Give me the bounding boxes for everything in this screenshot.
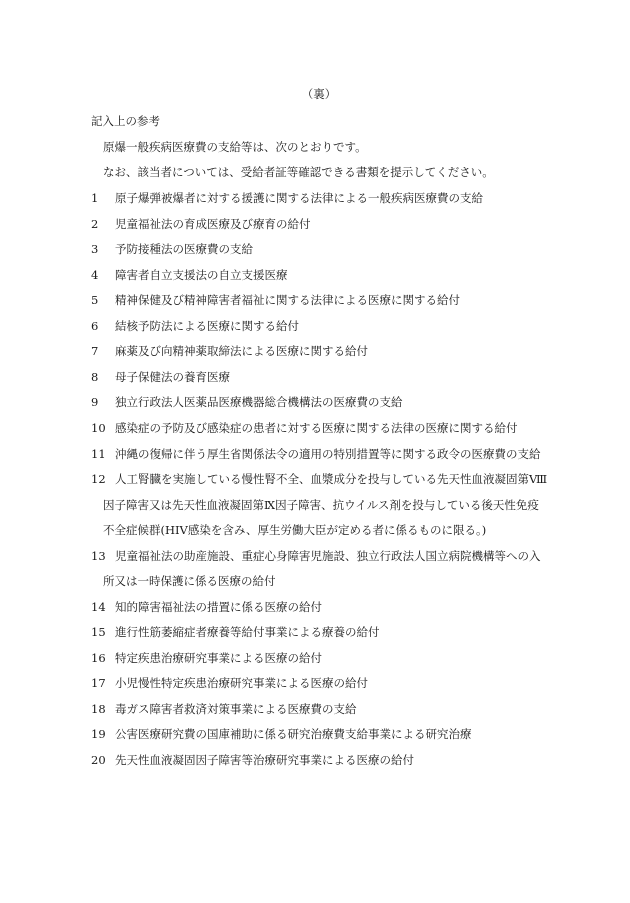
item-text: 児童福祉法の育成医療及び療育の給付 bbox=[115, 217, 311, 231]
list-item bbox=[91, 599, 322, 615]
list-item bbox=[91, 292, 460, 308]
item-number: 14 bbox=[91, 600, 106, 614]
item-text: 予防接種法の医療費の支給 bbox=[115, 242, 253, 256]
list-item bbox=[91, 394, 403, 410]
item-text: 人工腎臓を実施している慢性腎不全、血漿成分を投与している先天性血液凝固第Ⅷ bbox=[115, 472, 548, 486]
item-text-continued: 因子障害又は先天性血液凝固第Ⅸ因子障害、抗ウイルス剤を投与している後天性免疫 bbox=[103, 498, 539, 512]
item-number: 17 bbox=[91, 676, 106, 690]
item-text: 毒ガス障害者救済対策事業による医療費の支給 bbox=[115, 702, 357, 716]
intro-line-1: 原爆一般疾病医療費の支給等は、次のとおりです。 bbox=[103, 140, 367, 154]
item-number: 20 bbox=[91, 753, 106, 767]
list-item bbox=[91, 701, 357, 717]
item-text: 小児慢性特定疾患治療研究事業による医療の給付 bbox=[115, 676, 368, 690]
item-number: 6 bbox=[91, 319, 99, 333]
item-text: 結核予防法による医療に関する給付 bbox=[115, 319, 299, 333]
list-item bbox=[91, 241, 253, 257]
item-number: 7 bbox=[91, 344, 99, 358]
item-text: 精神保健及び精神障害者福祉に関する法律による医療に関する給付 bbox=[115, 293, 460, 307]
list-item bbox=[91, 471, 547, 487]
list-item bbox=[91, 369, 230, 385]
item-number: 2 bbox=[91, 217, 99, 231]
item-text: 沖縄の復帰に伴う厚生省関係法令の適用の特別措置等に関する政令の医療費の支給 bbox=[115, 447, 541, 461]
list-item bbox=[91, 216, 311, 232]
item-text: 特定疾患治療研究事業による医療の給付 bbox=[115, 651, 322, 665]
item-text: 児童福祉法の助産施設、重症心身障害児施設、独立行政法人国立病院機構等への入 bbox=[115, 549, 541, 563]
page-side-label: （裏） bbox=[301, 87, 337, 101]
item-text: 障害者自立支援法の自立支援医療 bbox=[115, 268, 288, 282]
item-text: 先天性血液凝固因子障害等治療研究事業による医療の給付 bbox=[115, 753, 414, 767]
item-number: 13 bbox=[91, 549, 106, 563]
list-item bbox=[91, 752, 414, 768]
item-text: 母子保健法の養育医療 bbox=[115, 370, 230, 384]
list-item bbox=[91, 650, 322, 666]
item-number: 3 bbox=[91, 242, 99, 256]
item-text: 麻薬及び向精神薬取締法による医療に関する給付 bbox=[115, 344, 368, 358]
item-number: 15 bbox=[91, 625, 106, 639]
list-item bbox=[91, 190, 483, 206]
item-text-continued: 不全症候群(HIV感染を含み、厚生労働大臣が定める者に係るものに限る。) bbox=[103, 523, 487, 537]
list-item bbox=[91, 343, 368, 359]
item-text: 公害医療研究費の国庫補助に係る研究治療費支給事業による研究治療 bbox=[115, 727, 472, 741]
list-item bbox=[91, 267, 288, 283]
item-text: 原子爆弾被爆者に対する援護に関する法律による一般疾病医療費の支給 bbox=[115, 191, 483, 205]
item-text-continued: 所又は一時保護に係る医療の給付 bbox=[103, 574, 276, 588]
list-item bbox=[91, 446, 541, 462]
item-number: 10 bbox=[91, 421, 106, 435]
item-text: 進行性筋萎縮症者療養等給付事業による療養の給付 bbox=[115, 625, 380, 639]
item-number: 16 bbox=[91, 651, 106, 665]
list-item bbox=[91, 420, 518, 436]
item-number: 11 bbox=[91, 447, 106, 461]
item-number: 18 bbox=[91, 702, 106, 716]
list-item bbox=[91, 548, 541, 564]
list-item bbox=[91, 318, 299, 334]
item-number: 19 bbox=[91, 727, 106, 741]
item-number: 12 bbox=[91, 472, 106, 486]
intro-line-2: なお、該当者については、受給者証等確認できる書類を提示してください。 bbox=[103, 165, 494, 179]
item-number: 8 bbox=[91, 370, 99, 384]
list-item bbox=[91, 624, 380, 640]
item-number: 5 bbox=[91, 293, 99, 307]
item-number: 9 bbox=[91, 395, 99, 409]
item-text: 独立行政法人医薬品医療機器総合機構法の医療費の支給 bbox=[115, 395, 403, 409]
item-number: 4 bbox=[91, 268, 99, 282]
item-number: 1 bbox=[91, 191, 99, 205]
item-text: 感染症の予防及び感染症の患者に対する医療に関する法律の医療に関する給付 bbox=[115, 421, 518, 435]
section-title: 記入上の参考 bbox=[91, 114, 160, 128]
list-item bbox=[91, 726, 472, 742]
item-text: 知的障害福祉法の措置に係る医療の給付 bbox=[115, 600, 322, 614]
list-item bbox=[91, 675, 368, 691]
